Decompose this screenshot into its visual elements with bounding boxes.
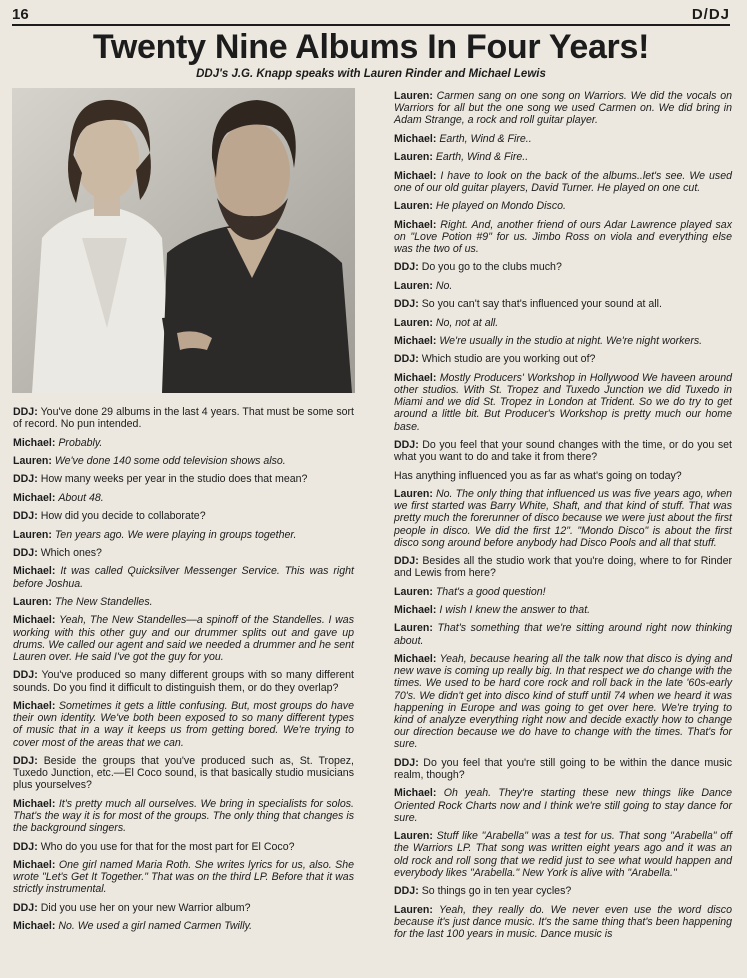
interview-paragraph — [394, 604, 732, 616]
speaker-label: Michael: — [13, 699, 56, 712]
paragraph-text: Sometimes it gets a little confusing. But, most groups do have their own identity. We've both been exposed to so many different types of music that in a way it keeps us from getting bored. We're trying to cover most of the areas that we can. — [13, 699, 354, 749]
paragraph-text: Yeah, they really do. We never even use the word disco because it's just dance music. It's the same thing that's been happening for the last 100 years in music. Dance music is — [394, 903, 732, 941]
interview-paragraph — [394, 261, 732, 273]
speaker-label: Michael: — [13, 436, 56, 449]
paragraph-text: Do you feel that you're still going to be within the dance music realm, though? — [394, 756, 732, 782]
paragraph-text: Do you feel that your sound changes with the time, or do you set what you want to do and take it from there? — [394, 438, 732, 464]
speaker-label: Lauren: — [394, 830, 433, 843]
paragraph-text: We've done 140 some odd television shows also. — [54, 454, 286, 467]
interview-paragraph — [13, 902, 354, 914]
speaker-label: Lauren: — [394, 622, 433, 635]
paragraph-text: Earth, Wind & Fire.. — [439, 132, 532, 145]
paragraph-text: He played on Mondo Disco. — [435, 200, 566, 213]
paragraph-text: No, not at all. — [435, 316, 499, 329]
speaker-label: Lauren: — [394, 487, 433, 500]
paragraph-text: Has anything influenced you as far as what's going on today? — [394, 469, 682, 482]
interview-paragraph — [394, 488, 732, 549]
left-column — [13, 406, 354, 938]
paragraph-text: I wish I knew the answer to that. — [439, 604, 591, 617]
interview-paragraph — [394, 90, 732, 127]
speaker-label: DDJ: — [13, 901, 38, 914]
paragraph-text: Yeah, because hearing all the talk now that disco is dying and new wave is coming up really big. In that respect we do change with the times. We used to be hard core rock and roll back in the late '60s-early 70's. We didn't get into disco kind of stuff until 74 when we heard it was happening in Europe and was going to get over here. We're trying to kind of analyze everything right now and decide exactly how to change our direction because we do have to change with the times. That's for sure. — [394, 653, 732, 751]
speaker-label: Michael: — [394, 371, 437, 384]
speaker-label: Lauren: — [394, 200, 433, 213]
paragraph-text: How many weeks per year in the studio does that mean? — [40, 473, 308, 486]
speaker-label: DDJ: — [394, 261, 419, 274]
speaker-label: DDJ: — [13, 406, 38, 418]
interview-paragraph — [13, 841, 354, 853]
speaker-label: Michael: — [13, 797, 56, 810]
paragraph-text: Carmen sang on one song on Warriors. We did the vocals on Warriors for all but the one song we used Carmen on. We did bring in Adam Strange, a rock and roll guitar player. — [394, 90, 732, 127]
interview-paragraph — [394, 904, 732, 941]
paragraph-text: So you can't say that's influenced your sound at all. — [421, 298, 662, 311]
paragraph-text: Stuff like "Arabella" was a test for us. That song "Arabella" off the Warriors LP. That song was written eight years ago and it was an old rock and roll song that we redid just to see what would happen and everybody likes "Arabella." New York is alive with "Arabella." — [394, 830, 732, 879]
interview-paragraph — [13, 700, 354, 749]
speaker-label: DDJ: — [13, 473, 38, 486]
speaker-label: Michael: — [394, 653, 437, 666]
speaker-label: DDJ: — [394, 555, 419, 568]
speaker-label: DDJ: — [13, 546, 38, 559]
interview-paragraph — [394, 885, 732, 897]
interview-paragraph — [394, 170, 732, 194]
interview-paragraph — [13, 798, 354, 835]
interview-paragraph — [13, 529, 354, 541]
speaker-label: Michael: — [13, 491, 56, 504]
paragraph-text: Besides all the studio work that you're doing, where to for Rinder and Lewis from here? — [394, 555, 732, 580]
interview-paragraph — [13, 455, 354, 467]
speaker-label: Lauren: — [394, 316, 433, 329]
paragraph-text: No. The only thing that influenced us was five years ago, when we first started was Barry White, Shaft, and that kind of stuff. That was pretty much the forerunner of disco because we were just about the first people in disco. We did the first 12". "Mondo Disco" is about the first disco song around before anybody had Disco Pools and all that stuff. — [394, 487, 732, 549]
paragraph-text: One girl named Maria Roth. She writes lyrics for us, also. She wrote "Let's Get It Together." That was on the third LP. Before that it was strictly instrumental. — [13, 858, 354, 896]
speaker-label: Michael: — [394, 334, 437, 347]
paragraph-text: Do you go to the clubs much? — [421, 261, 562, 274]
interview-paragraph — [13, 755, 354, 792]
speaker-label: Lauren: — [13, 528, 52, 541]
paragraph-text: No. — [435, 279, 453, 292]
page-header — [12, 4, 730, 26]
speaker-label: DDJ: — [394, 885, 419, 898]
paragraph-text: Ten years ago. We were playing in groups together. — [54, 528, 297, 541]
interview-paragraph — [13, 920, 354, 932]
interview-paragraph — [394, 830, 732, 879]
speaker-label: DDJ: — [13, 754, 38, 767]
interview-paragraph — [394, 653, 732, 751]
interview-paragraph — [13, 510, 354, 522]
paragraph-text: We're usually in the studio at night. We're night workers. — [439, 334, 703, 347]
interview-paragraph — [394, 151, 732, 163]
interview-paragraph — [13, 596, 354, 608]
speaker-label: DDJ: — [13, 510, 38, 523]
interview-paragraph — [394, 622, 732, 646]
paragraph-text: That's a good question! — [435, 585, 546, 598]
interview-paragraph — [394, 470, 732, 482]
paragraph-text: Earth, Wind & Fire.. — [435, 151, 529, 164]
speaker-label: Lauren: — [13, 595, 52, 608]
interview-paragraph — [13, 614, 354, 663]
speaker-label: Michael: — [394, 604, 437, 617]
paragraph-text: Mostly Producers' Workshop in Hollywood We haveen around other studios. With St. Tropez and Tuxedo Junction we did Tuxedo in Miami and we did St. Tropez in London at Trident. So we do try to get around a little bit. But Producer's Workshop is pretty much our home base. — [394, 371, 732, 433]
article-subtitle: DDJ's J.G. Knapp speaks with Lauren Rinder and Michael Lewis — [196, 68, 546, 80]
paragraph-text: You've produced so many different groups with so many different sounds. Do you find it difficult to distinguish them, or do they overlap? — [13, 669, 354, 694]
paragraph-text: You've done 29 albums in the last 4 years. That must be some sort of record. No pun intended. — [13, 406, 354, 431]
paragraph-text: Beside the groups that you've produced such as, St. Tropez, Tuxedo Junction, etc.—El Coco sound, is that basically studio musicians plus yourselves? — [13, 754, 354, 792]
speaker-label: DDJ: — [394, 298, 419, 311]
interview-paragraph — [394, 335, 732, 347]
speaker-label: Michael: — [394, 132, 437, 145]
speaker-label: Michael: — [13, 614, 56, 627]
speaker-label: DDJ: — [394, 438, 419, 451]
speaker-label: Lauren: — [394, 903, 433, 916]
interview-paragraph — [394, 372, 732, 433]
paragraph-text: Who do you use for that for the most part for El Coco? — [40, 840, 295, 853]
speaker-label: Lauren: — [394, 151, 433, 164]
paragraph-text: Which studio are you working out of? — [421, 353, 596, 366]
speaker-label: DDJ: — [13, 669, 38, 682]
paragraph-text: Probably. — [58, 436, 103, 449]
interview-paragraph — [13, 406, 354, 430]
interview-paragraph — [13, 473, 354, 485]
speaker-label: DDJ: — [13, 840, 38, 853]
speaker-label: Michael: — [394, 218, 437, 231]
interview-paragraph — [394, 586, 732, 598]
paragraph-text: I have to look on the back of the albums..let's see. We used one of our old guitar players, David Turner. He played on one cut. — [394, 169, 732, 194]
paragraph-text: It was called Quicksilver Messenger Service. This was right before Joshua. — [13, 565, 354, 590]
interview-paragraph — [13, 437, 354, 449]
speaker-label: Michael: — [13, 565, 56, 578]
interview-paragraph — [13, 859, 354, 896]
photo-illustration — [12, 88, 355, 393]
interview-paragraph — [394, 298, 732, 310]
interview-paragraph — [394, 353, 732, 365]
speaker-label: Michael: — [394, 787, 437, 800]
interview-paragraph — [394, 787, 732, 824]
paragraph-text: It's pretty much all ourselves. We bring in specialists for solos. That's the way it is for most of the groups. The only thing that changes is the background singers. — [13, 797, 354, 835]
paragraph-text: About 48. — [58, 491, 104, 504]
magazine-name: D/DJ — [691, 6, 730, 23]
interview-paragraph — [394, 280, 732, 292]
paragraph-text: Did you use her on your new Warrior album? — [40, 901, 251, 914]
speaker-label: Michael: — [394, 169, 437, 182]
interview-paragraph — [13, 547, 354, 559]
interview-paragraph — [394, 133, 732, 145]
speaker-label: DDJ: — [394, 756, 419, 769]
article-title: Twenty Nine Albums In Four Years! — [92, 28, 650, 66]
speaker-label: Lauren: — [394, 585, 433, 598]
right-column — [394, 90, 732, 946]
paragraph-text: How did you decide to collaborate? — [40, 510, 206, 523]
paragraph-text: Oh yeah. They're starting these new things like Dance Oriented Rock Charts now and I think we're still going to stay dance for sure. — [394, 787, 733, 824]
paragraph-text: Right. And, another friend of ours Adar Lawrence played sax on "Love Potion #9" for us. Jimbo Ross on viola and everything else was the two of us. — [394, 218, 732, 255]
speaker-label: Lauren: — [394, 279, 433, 292]
article-photo — [12, 88, 355, 393]
speaker-label: DDJ: — [394, 353, 419, 366]
speaker-label: Michael: — [13, 920, 56, 933]
speaker-label: Lauren: — [394, 90, 433, 102]
interview-paragraph — [394, 200, 732, 212]
paragraph-text: So things go in ten year cycles? — [421, 885, 572, 898]
interview-paragraph — [394, 219, 732, 256]
interview-paragraph — [13, 565, 354, 589]
interview-paragraph — [394, 439, 732, 463]
interview-paragraph — [394, 555, 732, 579]
paragraph-text: Yeah, The New Standelles—a spinoff of the Standelles. I was working with this other guy and our drummer splits out and gave up drums. We called our agent and said we needed a drummer and he sent Lauren over. He said I've got the guy for you. — [13, 614, 354, 663]
paragraph-text: No. We used a girl named Carmen Twilly. — [58, 920, 253, 933]
paragraph-text: The New Standelles. — [54, 595, 153, 608]
interview-paragraph — [394, 757, 732, 781]
speaker-label: Michael: — [13, 858, 56, 871]
paragraph-text: Which ones? — [40, 546, 102, 559]
speaker-label: Lauren: — [13, 454, 52, 467]
interview-paragraph — [13, 492, 354, 504]
interview-paragraph — [394, 317, 732, 329]
interview-paragraph — [13, 669, 354, 693]
page-number: 16 — [12, 6, 29, 23]
paragraph-text: That's something that we're sitting around right now thinking about. — [394, 622, 732, 647]
